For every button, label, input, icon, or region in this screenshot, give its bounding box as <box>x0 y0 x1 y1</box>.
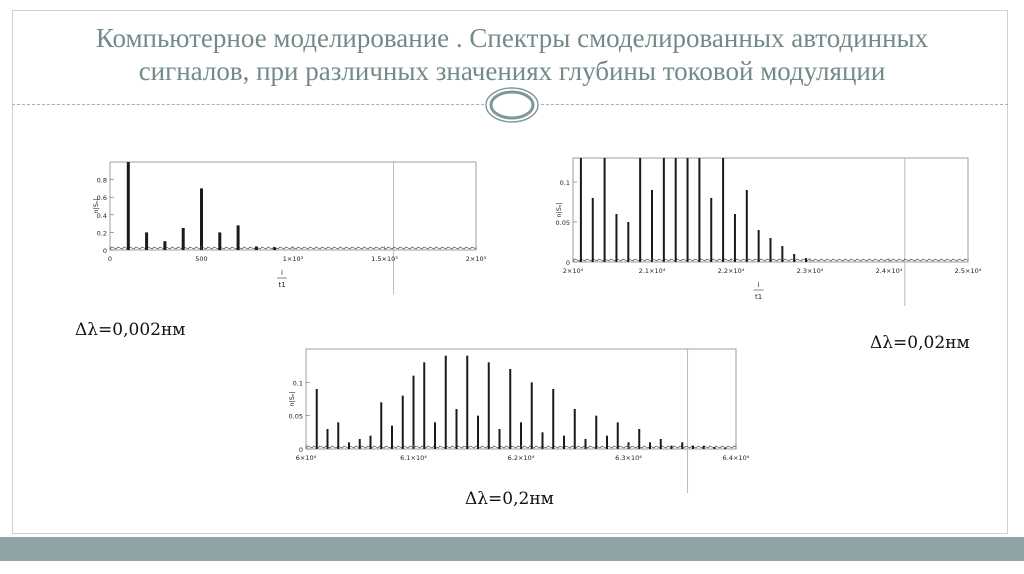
caption-delta-1: Δλ=0,002нм <box>75 320 186 340</box>
x-tick-label: 2.5×10⁴ <box>954 267 982 275</box>
spectral-bar <box>604 158 606 262</box>
x-tick-label: 1×10³ <box>282 255 304 263</box>
spectral-bar <box>710 198 712 262</box>
y-tick-label: 0.8 <box>96 176 107 185</box>
x-axis-label-numerator: i <box>757 281 760 289</box>
spectral-bar <box>423 362 425 449</box>
spectral-bar <box>758 230 760 262</box>
x-axis-label-numerator: i <box>281 269 283 277</box>
spectral-bar <box>793 254 795 262</box>
x-tick-label: 2.2×10⁴ <box>717 267 745 275</box>
x-tick-label: 6.1×10⁴ <box>400 454 427 462</box>
x-tick-label: 6.3×10⁴ <box>615 454 642 462</box>
spectral-bar <box>580 158 582 262</box>
x-tick-label: 0 <box>107 255 113 263</box>
spectral-bar <box>671 446 673 449</box>
x-tick-label: 500 <box>195 255 208 263</box>
spectral-bar <box>687 158 689 262</box>
spectral-bar <box>477 416 479 449</box>
spectral-bar <box>592 198 594 262</box>
spectral-bar <box>488 362 490 449</box>
spectrum-chart-1 <box>92 158 488 300</box>
spectral-bar <box>509 369 511 449</box>
x-axis-label-denominator: t1 <box>278 281 286 289</box>
x-tick-label: 2.3×10⁴ <box>796 267 824 275</box>
x-tick-label: 2.4×10⁴ <box>875 267 903 275</box>
spectral-bar <box>218 232 221 250</box>
y-axis-label: n|Sₙ| <box>288 391 296 407</box>
spectrum-chart-3 <box>276 345 750 475</box>
spectral-bar <box>542 432 544 449</box>
x-tick-label: 2×10⁴ <box>562 267 584 275</box>
spectral-bar <box>649 442 651 449</box>
spectral-bar <box>675 158 677 262</box>
spectral-bar <box>163 241 166 250</box>
spectral-bar <box>359 439 361 449</box>
spectral-bar <box>445 356 447 449</box>
spectral-bar <box>724 448 726 449</box>
x-tick-label: 6.4×10⁴ <box>722 454 750 462</box>
spectral-bar <box>698 158 700 262</box>
spectral-bar <box>722 158 724 262</box>
x-tick-label: 2.1×10⁴ <box>638 267 666 275</box>
x-tick-label: 2×10³ <box>465 255 487 263</box>
ornament-circle-icon <box>484 86 540 124</box>
x-tick-label: 6.2×10⁴ <box>507 454 535 462</box>
spectral-bar <box>660 439 662 449</box>
spectral-bar <box>770 238 772 262</box>
x-tick-label: 6×10⁴ <box>295 454 317 462</box>
spectral-bar <box>200 188 203 250</box>
spectral-bar <box>402 396 404 449</box>
spectral-bar <box>639 158 641 262</box>
spectral-bar <box>499 429 501 449</box>
footer-bar <box>0 537 1024 561</box>
spectral-bar <box>337 422 339 449</box>
slide-title <box>20 22 1004 88</box>
spectral-bar <box>466 356 468 449</box>
spectral-bar <box>434 422 436 449</box>
spectrum-chart-2 <box>548 154 982 304</box>
spectral-bar <box>552 389 554 449</box>
spectral-bar <box>714 447 716 449</box>
spectral-bar <box>456 409 458 449</box>
spectral-bar <box>563 436 565 449</box>
spectral-bar <box>182 228 185 250</box>
title-line-2: сигналов, при различных значениях глубины токовой модуляции <box>138 56 886 86</box>
y-tick-label: 0.05 <box>288 412 303 421</box>
spectral-bar <box>595 416 597 449</box>
spectral-bar <box>316 389 318 449</box>
spectral-bar <box>145 232 148 250</box>
spectral-bar <box>348 442 350 449</box>
spectral-bar <box>370 436 372 449</box>
spectral-bar <box>692 446 694 449</box>
y-tick-label: 0.05 <box>555 219 570 227</box>
y-tick-label: 0.6 <box>96 194 107 203</box>
caption-delta-3: Δλ=0,2нм <box>465 489 554 509</box>
spectral-bar <box>638 429 640 449</box>
spectral-bar <box>237 225 240 250</box>
y-axis-label: n|Sₙ| <box>555 202 563 218</box>
spectral-bar <box>703 446 705 449</box>
x-axis-label-denominator: t1 <box>755 293 763 301</box>
spectral-bar <box>574 409 576 449</box>
y-tick-label: 0 <box>565 259 570 267</box>
spectral-bar <box>781 246 783 262</box>
spectral-bar <box>615 214 617 262</box>
caption-delta-2: Δλ=0,02нм <box>870 333 970 353</box>
y-tick-label: 0 <box>102 247 107 255</box>
y-tick-label: 0 <box>298 446 303 454</box>
spectral-bar <box>651 190 653 262</box>
x-tick-label: 1.5×10³ <box>371 255 398 263</box>
spectral-bar <box>681 442 683 449</box>
plot-area <box>110 162 476 250</box>
spectral-bar <box>127 162 130 250</box>
spectral-bar <box>734 214 736 262</box>
spectral-bar <box>391 426 393 449</box>
spectral-bar <box>273 247 276 250</box>
spectral-bar <box>255 246 258 250</box>
spectral-bar <box>380 402 382 449</box>
y-tick-label: 0.1 <box>292 379 303 388</box>
title-line-1: Компьютерное моделирование . Спектры смоделированных автодинных <box>95 23 929 53</box>
spectral-bar <box>805 258 807 262</box>
y-tick-label: 0.2 <box>96 229 107 238</box>
y-tick-label: 0.1 <box>559 179 570 187</box>
spectral-bar <box>531 382 533 449</box>
spectral-bar <box>606 436 608 449</box>
spectral-bar <box>746 190 748 262</box>
spectral-bar <box>617 422 619 449</box>
spectral-bar <box>585 439 587 449</box>
spectral-bar <box>413 376 415 449</box>
spectral-bar <box>327 429 329 449</box>
spectral-bar <box>627 222 629 262</box>
y-axis-label: n|Sₙ| <box>92 198 100 214</box>
spectral-bar <box>663 158 665 262</box>
y-tick-label: 0.4 <box>96 211 107 220</box>
